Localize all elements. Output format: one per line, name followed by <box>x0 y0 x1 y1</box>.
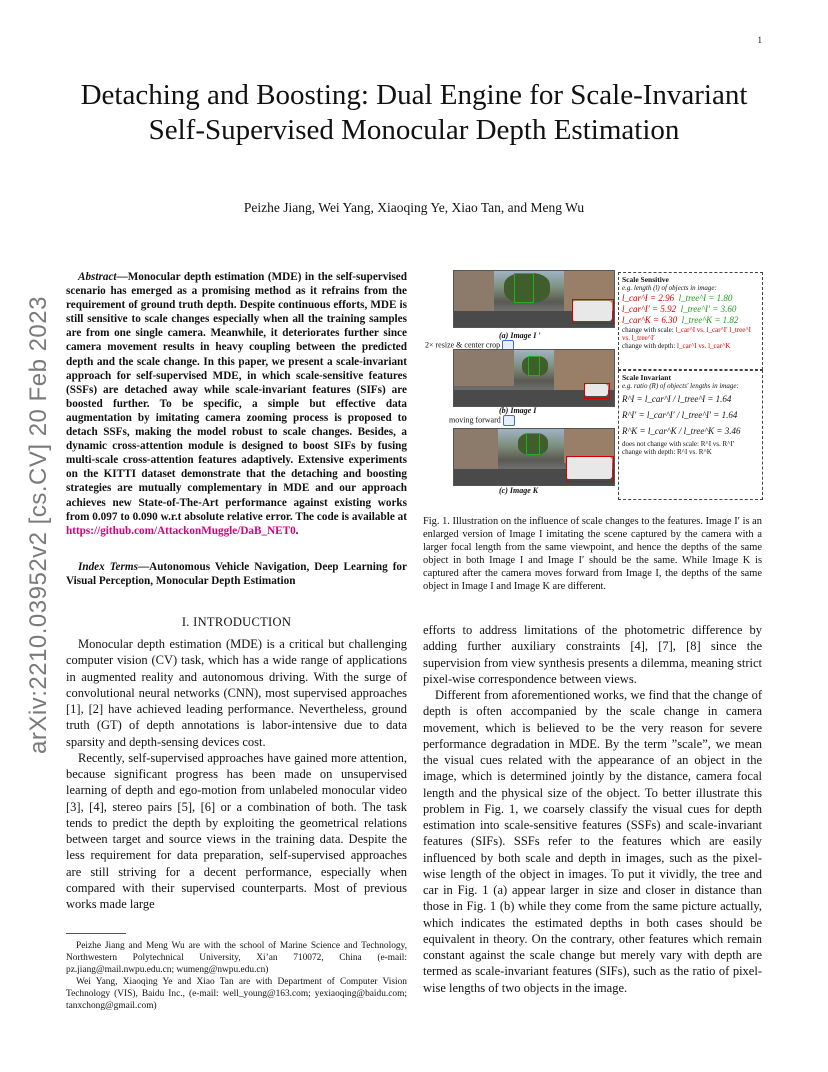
intro-left-column <box>66 636 407 912</box>
change-with-depth-values: l_car^I vs. l_car^K <box>677 342 731 350</box>
invariant-change-depth-values: R^I vs. R^K <box>677 448 712 456</box>
eq-length-car-i-prime: l_car^I′ = 5.92 <box>622 304 677 314</box>
abstract-end: . <box>295 524 299 537</box>
change-with-scale-values: l_car^I vs. l_car^I′ l_tree^I vs. l_tree^I′ <box>622 326 751 342</box>
intro-right-column <box>423 622 762 996</box>
paragraph: Different from aforementioned works, we find that the change of depth is often accompanied by the scale change in camera movement, which is believed to be the very reason for severe performance degradation in MDE. By the term ”scale”, we mean the visual cues related with the appearance of an object in the image, which is determined jointly by the distance, camera focal length and the physical size of the object. To better illustrate this problem in Fig. 1, we coarsely classify the visual cues for depth estimation into scale-sensitive features (SSFs) and scale-invariant features (SIFs). SSFs refer to the features which are easily influenced by both scale and depth in images, such as the pixel-wise length of the object in images. To put it vividly, the tree and car in Fig. 1 (a) appear larger in size and closer in distance than those in Fig. 1 (b) while they come from the same picture actually, which indicates the estimated depths in both cases should be equivalent in theory. On the contrary, other features which remain constant against the scale change but merely vary with depth are termed as scale-invariant features (SIFs), such as the ratio of pixel-wise lengths of two objects in the image. <box>423 688 762 995</box>
scale-invariant-subtitle: e.g. ratio (R) of objects' lengths in image: <box>622 382 739 390</box>
change-with-depth-label: change with depth: <box>622 342 676 350</box>
footnote: Wei Yang, Xiaoqing Ye and Xiao Tan are with Department of Computer Vision Technology (VIS), Baidu Inc., (e-mail: well_young@163.com; yexiaoqing@baidu.com; tanxchong@gmail.com) <box>66 977 407 1011</box>
abstract <box>66 270 407 538</box>
arxiv-stamp <box>19 290 59 760</box>
no-change-values: R^I vs. R^I′ <box>700 440 735 448</box>
figure-1 <box>423 270 762 500</box>
eq-length-tree-i: l_tree^I = 1.80 <box>678 293 733 303</box>
note-resize: 2× resize & center crop <box>425 340 514 351</box>
eq-ratio-i: R^I = l_car^I / l_tree^I = 1.64 <box>622 394 732 404</box>
no-change-label: does not change with scale: <box>622 440 699 448</box>
footnote-divider <box>66 933 126 934</box>
label-image-c: (c) Image K <box>499 486 539 495</box>
scale-sensitive-subtitle: e.g. length (l) of objects in image: <box>622 284 717 292</box>
photo-image-i-prime <box>453 270 615 328</box>
author-list: Peizhe Jiang, Wei Yang, Xiaoqing Ye, Xiao Tan, and Meng Wu <box>243 200 585 215</box>
section-heading: I. INTRODUCTION <box>181 615 292 629</box>
scale-invariant-box <box>618 370 763 500</box>
footnotes <box>66 940 407 1012</box>
paper-title: Detaching and Boosting: Dual Engine for Scale-Invariant Self-Supervised Monocular Depth Estimation <box>80 79 748 146</box>
paragraph: Recently, self-supervised approaches have gained more attention, because significant progress has been made on unsupervised learning of depth and ego-motion from unlabeled monocular video [3], [4], stereo pairs [5], [6] or a combination of both. The task tends to predict the depth by exploiting the geometrical relations between target and source views in the training data. Despite the less requirement for data preparation, self-supervised approaches are still striving for a decent performance, especially when compared with their supervised counterparts. Most of previous works made large <box>66 750 407 911</box>
scale-invariant-heading: Scale Invariant <box>622 373 671 382</box>
scale-sensitive-heading: Scale Sensitive <box>622 275 669 284</box>
page-number: 1 <box>757 35 762 45</box>
photo-image-k <box>453 428 615 486</box>
eq-length-car-i: l_car^I = 2.96 <box>622 293 675 303</box>
arxiv-identifier: arXiv:2210.03952v2 [cs.CV] 20 Feb 2023 <box>25 296 52 754</box>
note-forward: moving forward <box>449 415 515 426</box>
footnote: Peizhe Jiang and Meng Wu are with the school of Marine Science and Technology, Northwestern Polytechnical University, Xi’an 710072, China (e-mail: pz.jiang@mail.nwpu.edu.cn; wumeng@nwpu.edu.cn) <box>66 941 407 975</box>
paragraph: Monocular depth estimation (MDE) is a critical but challenging computer vision (CV) task, which has a wide range of applications in augmented reality and autonomous driving. With the surge of convolutional neural networks (CNN), most supervised approaches [1], [2] have achieved leading performance. Nevertheless, ground truth (GT) of depth annotations is labor-intensive due to data sparsity and depth-sensing devices cost. <box>66 637 407 749</box>
photo-image-i <box>453 349 615 407</box>
figure-caption: Fig. 1. Illustration on the influence of scale changes to the features. Image I′ is an enlarged version of Image I imitating the scene captured by the camera with a larger focal length from the same viewpoint, and hence the depths of the same object in both Image I and Image I′ should be the same. While Image K is captured after the camera moves forward from Image I, the depths of the same object in Image I and Image K are different. <box>423 516 762 592</box>
change-with-scale-label: change with scale: <box>622 326 674 334</box>
index-terms-text: —Autonomous Vehicle Navigation, Deep Learning for Visual Perception, Monocular Depth Estimation <box>66 561 407 588</box>
eq-length-car-k: l_car^K = 6.30 <box>622 315 678 325</box>
scale-sensitive-box <box>618 272 763 370</box>
eq-ratio-i-prime: R^I′ = l_car^I′ / l_tree^I′ = 1.64 <box>622 410 738 420</box>
index-terms <box>66 560 407 588</box>
index-terms-lead: Index Terms <box>78 561 138 573</box>
down-arrow-icon <box>503 415 515 426</box>
label-image-b: (b) Image I <box>499 406 537 415</box>
label-image-a: (a) Image I ′ <box>499 331 541 340</box>
abstract-lead: Abstract <box>78 271 117 283</box>
eq-ratio-k: R^K = l_car^K / l_tree^K = 3.46 <box>622 426 741 436</box>
eq-length-tree-k: l_tree^K = 1.82 <box>681 315 739 325</box>
eq-length-tree-i-prime: l_tree^I′ = 3.60 <box>680 304 737 314</box>
code-link[interactable]: https://github.com/AttackonMuggle/DaB_NET0 <box>66 524 296 537</box>
abstract-text: —Monocular depth estimation (MDE) in the self-supervised scenario has emerged as a promising method as it refrains from the requirement of ground truth depth. Despite continuous efforts, MDE is still sensitive to scale changes especially when all the training samples are from one single camera. Meanwhile, it deteriorates further since camera movement results in heavy coupling between the predicted depth and the scale change. In this paper, we present a scale-invariant approach for self-supervised MDE, in which scale-sensitive features (SSFs) are detached away while scale-invariant features (SIFs) are boosted further. To be specific, a simple but effective data augmentation by imitating camera zooming process is proposed to detach SSFs, making the model robust to scale changes. Besides, a dynamic cross-attention module is designed to boost SIFs by fusing multi-scale cross-attention features adaptively. Extensive experiments on the KITTI dataset demonstrate that the detaching and boosting strategies are mutually complementary in MDE and our approach achieves new State-of-The-Art performance against existing works from 0.097 to 0.090 w.r.t absolute relative error. The code is available at <box>66 271 407 523</box>
invariant-change-depth-label: change with depth: <box>622 448 676 456</box>
paragraph: efforts to address limitations of the photometric difference by adding further auxiliary constraints [4], [7], [8] since the supervision from view synthesis presents a dilemma, meaning strict pixel-wise correspondence between views. <box>423 623 762 686</box>
